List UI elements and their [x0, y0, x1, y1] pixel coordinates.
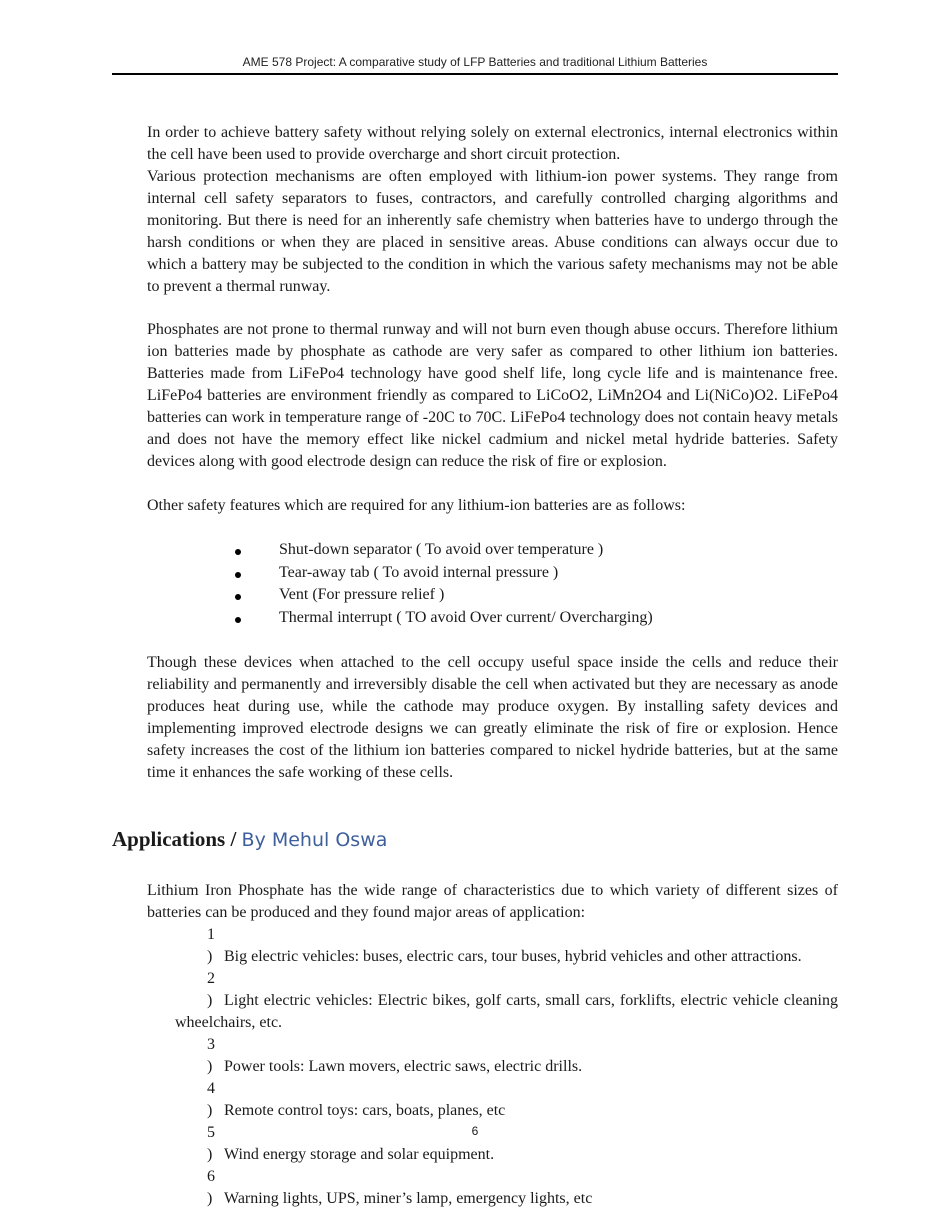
header-divider	[112, 73, 838, 75]
bullet-icon	[235, 594, 241, 600]
list-item-text: Thermal interrupt ( TO avoid Over current/ Overcharging)	[279, 608, 653, 626]
list-item-number: 4 )	[207, 1080, 215, 1119]
paragraph-phosphates: Phosphates are not prone to thermal runway and will not burn even though abuse occurs. Therefore lithium ion batteries made by phosphate as cathode are very safer as compared to other lithium ion batteries. Batteries made from LiFePo4 technology have good shelf life, long cycle life and is maintenance free. LiFePo4 batteries are environment friendly as compared to LiCoO2, LiMn2O4 and Li(NiCo)O2. LiFePo4 batteries can work in temperature range of -20C to 70C. LiFePo4 technology does not contain heavy metals and does not have the memory effect like nickel cadmium and nickel metal hydride batteries. Safety devices along with good electrode design can reduce the risk of fire or explosion.	[147, 321, 838, 470]
list-item	[147, 1034, 838, 1078]
list-item-text: Vent (For pressure relief )	[279, 586, 445, 603]
bullet-icon	[235, 549, 241, 555]
safety-features-list	[233, 539, 653, 629]
paragraph-safety-devices: Though these devices when attached to the cell occupy useful space inside the cells and reduce their reliability and permanently and irreversibly disable the cell when activated but they are necessary as anode produces heat during use, while the cathode may produce oxygen. By installing safety devices and implementing improved electrode designs we can greatly eliminate the risk of fire or explosion. Hence safety increases the cost of the lithium ion batteries compared to nickel hydride batteries, but at the same time it enhances the safe working of these cells.	[147, 654, 838, 781]
paragraph-internal-electronics: In order to achieve battery safety without relying solely on external electronics, internal electronics within the cell have been used to provide overcharge and short circuit protection.	[147, 124, 838, 163]
bullet-icon	[235, 617, 241, 623]
list-item	[147, 968, 838, 1034]
paragraph-protection-mechanisms: Various protection mechanisms are often employed with lithium-ion power systems. They range from internal cell safety separators to fuses, contractors, and carefully controlled charging algorithms and monitoring. But there is need for an inherently safe chemistry when batteries have to undergo through the harsh conditions or when they are placed in sensitive areas. Abuse conditions can always occur due to which a battery may be subjected to the condition in which the various safety mechanisms may not be able to prevent a thermal runway.	[147, 168, 838, 295]
list-item	[233, 607, 653, 630]
list-item	[147, 1166, 838, 1210]
list-item	[233, 539, 653, 562]
list-item-text: Warning lights, UPS, miner’s lamp, emergency lights, etc	[224, 1190, 593, 1207]
list-item-number: 6 )	[207, 1168, 215, 1207]
paragraph-applications-intro: Lithium Iron Phosphate has the wide range of characteristics due to which variety of different sizes of batteries can be produced and they found major areas of application:	[147, 882, 838, 921]
list-item	[233, 584, 653, 607]
list-item-text: Wind energy storage and solar equipment.	[224, 1146, 495, 1163]
page-number: 6	[471, 1124, 479, 1138]
heading-author: By Mehul Oswa	[241, 829, 388, 851]
running-header: AME 578 Project: A comparative study of LFP Batteries and traditional Lithium Batteries	[242, 55, 708, 69]
list-item-text: Shut-down separator ( To avoid over temperature )	[279, 541, 604, 558]
list-item-number: 1 )	[207, 926, 215, 965]
list-item-text: Remote control toys: cars, boats, planes, etc	[224, 1102, 506, 1119]
list-item-text: Power tools: Lawn movers, electric saws, electric drills.	[224, 1058, 583, 1075]
list-item-text: Tear-away tab ( To avoid internal pressure )	[279, 563, 559, 581]
list-item-number: 5 )	[207, 1124, 215, 1163]
list-item	[147, 1078, 838, 1122]
list-item-number: 2 )	[207, 970, 215, 1009]
section-heading-applications	[112, 827, 387, 852]
list-item-text: Light electric vehicles: Electric bikes, golf carts, small cars, forklifts, electric vehicle cleaning wheelchairs, etc.	[175, 992, 838, 1031]
list-item	[147, 924, 838, 968]
applications-list	[147, 924, 838, 1210]
bullet-icon	[235, 572, 241, 578]
list-item	[233, 562, 653, 585]
heading-text: Applications /	[112, 827, 237, 851]
list-item-number: 3 )	[207, 1036, 215, 1075]
paragraph-other-safety-features: Other safety features which are required for any lithium-ion batteries are as follows:	[147, 497, 686, 514]
list-item-text: Big electric vehicles: buses, electric cars, tour buses, hybrid vehicles and other attractions.	[224, 948, 802, 965]
